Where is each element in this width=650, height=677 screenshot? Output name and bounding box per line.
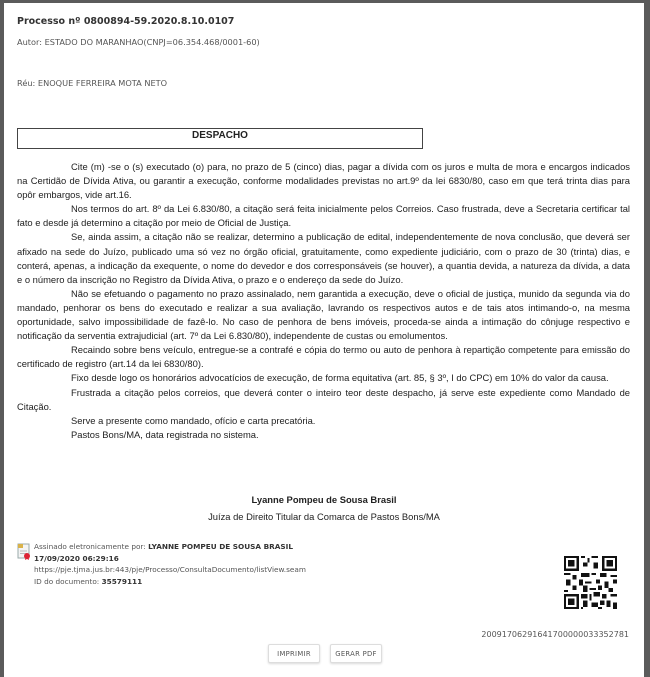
paragraph: Fixo desde logo os honorários advocatícios de execução, de forma equitativa (art. 85, § 3º, I do CPC) em 10% do valor da causa. bbox=[71, 372, 609, 384]
doc-id-label: ID do documento: bbox=[34, 576, 100, 586]
doc-id: 35579111 bbox=[101, 576, 143, 586]
signed-by-name: LYANNE POMPEU DE SOUSA BRASIL bbox=[148, 542, 294, 551]
document-body bbox=[17, 160, 630, 442]
qr-code-icon bbox=[564, 556, 617, 609]
signer-role: Juíza de Direito Titular da Comarca de Pastos Bons/MA bbox=[208, 511, 440, 522]
print-button[interactable]: IMPRIMIR bbox=[268, 644, 320, 663]
plaintiff: Autor: ESTADO DO MARANHAO(CNPJ=06.354.468/0001-60) bbox=[17, 37, 260, 47]
document-number: 20091706291641700000033352781 bbox=[481, 630, 629, 639]
paragraph: Cite (m) -se o (s) executado (o) para, no prazo de 5 (cinco) dias, pagar a dívida com os juros e multa de mora e encargos indicados na Certidão de Dívida Ativa, ou garantir a execução, conforme modalidades previstas no art.9º da lei 6830/80, caso em que terá trinta dias para opôr embargos, vide art.16. bbox=[17, 161, 630, 201]
document-title: DESPACHO bbox=[17, 128, 423, 149]
electronic-signature bbox=[17, 541, 306, 587]
paragraph: Não se efetuando o pagamento no prazo assinalado, nem garantida a execução, deve o oficial de justiça, munido da segunda via do mandado, penhorar os bens do executado e realizar a sua avaliação, lavrando os respectivos autos e de tais atos intimando-o, na mesma oportunidade, salvo impossibilidade de fazê-lo. No caso de penhora de bens imóveis, proceda-se ainda a intimação do cônjuge respectivo e notificação da serventia extrajudicial (art. 7º da Lei 6.830/80), independente de custas ou emolumentos. bbox=[17, 287, 630, 342]
defendant: Réu: ENOQUE FERREIRA MOTA NETO bbox=[17, 78, 168, 88]
signature-datetime: 17/09/2020 06:29:16 bbox=[34, 553, 119, 563]
generate-pdf-button[interactable]: GERAR PDF bbox=[330, 644, 382, 663]
verification-url: https://pje.tjma.jus.br:443/pje/Processo/ConsultaDocumento/listView.seam bbox=[34, 565, 306, 574]
paragraph: Recaindo sobre bens veículo, entregue-se a contrafé e cópia do termo ou auto de penhora à repartição competente para emissão do certificado de registro (art.14 da lei 6830/80). bbox=[17, 344, 630, 370]
signed-document-icon bbox=[17, 543, 32, 560]
paragraph: Nos termos do art. 8º da Lei 6.830/80, a citação será feita inicialmente pelos Correios. Caso frustrada, deve a Secretaria certificar tal fato e desde já determino a citação por meio de Oficial de Justiça. bbox=[17, 203, 630, 229]
paragraph: Serve a presente como mandado, ofício e carta precatória. bbox=[71, 414, 316, 426]
signer-name: Lyanne Pompeu de Sousa Brasil bbox=[251, 494, 397, 505]
paragraph: Frustrada a citação pelos correios, que deverá conter o inteiro teor deste despacho, já serve este expediente como Mandado de Citação. bbox=[17, 386, 630, 412]
paragraph: Se, ainda assim, a citação não se realizar, determino a publicação de edital, independentemente de nova conclusão, que deverá ser afixado na sede do Juízo, publicado uma só vez no órgão oficial, gratuitamente, como expediente judiciário, com o prazo de 30 (trinta) dias, e conterá, apenas, a indicação da exequente, o nome do devedor e dos corresponsáveis (se houver), a quantia devida, a natureza da dívida, a data e o número da inscrição no Registro da Dívida Ativa, o prazo e o endereço da sede do Juízo. bbox=[17, 231, 630, 285]
process-number: Processo nº 0800894-59.2020.8.10.0107 bbox=[17, 16, 235, 27]
paragraph: Pastos Bons/MA, data registrada no sistema. bbox=[71, 428, 259, 440]
document-page bbox=[4, 3, 644, 677]
signed-by-label: Assinado eletronicamente por: bbox=[34, 542, 146, 551]
